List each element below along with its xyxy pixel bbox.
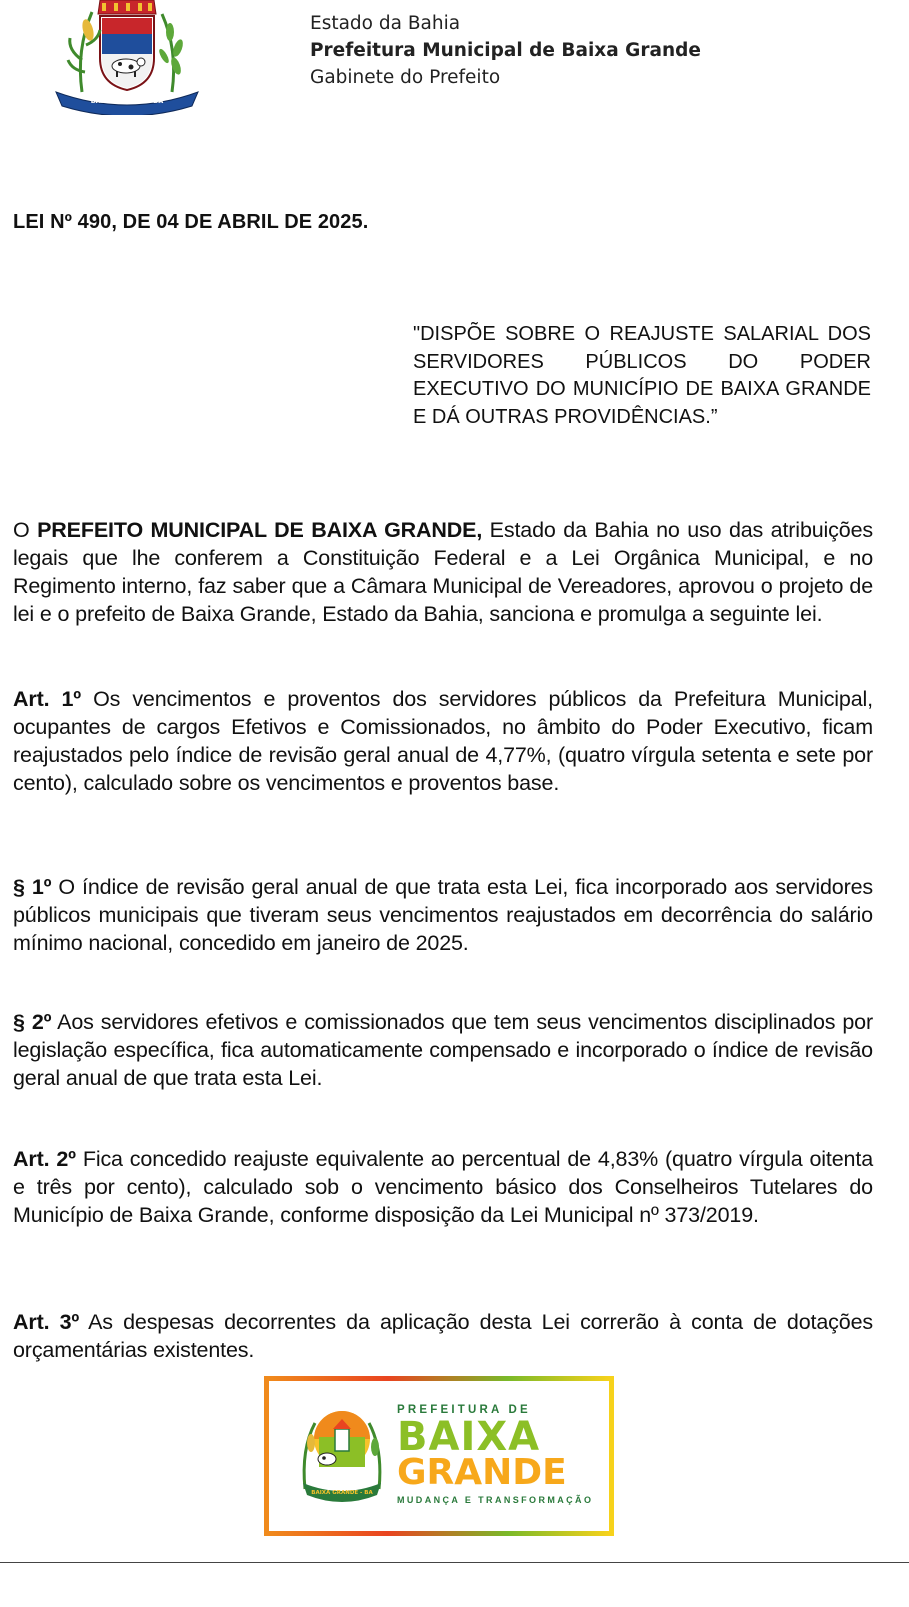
article-2-label: Art. 2º	[13, 1147, 76, 1171]
law-title: LEI Nº 490, DE 04 DE ABRIL DE 2025.	[13, 211, 369, 233]
article-1	[13, 685, 873, 797]
logo-line-baixa: BAIXA	[397, 1414, 541, 1460]
logo-wordmark	[397, 1403, 607, 1505]
coat-ribbon-text: BAIXA GRANDE - BA	[90, 97, 164, 105]
article-2	[13, 1145, 873, 1229]
article-3	[13, 1308, 873, 1364]
logo-line-grande: GRANDE	[397, 1452, 567, 1493]
coat-of-arms-icon	[52, 0, 202, 115]
logo-ribbon-text: BAIXA GRANDE - BA	[311, 1490, 373, 1496]
paragraph-2-text: Aos servidores efetivos e comissionados que tem seus vencimentos disciplinados por legislação específica, fica automaticamente compensado e incorporado o índice de revisão geral anual de que trata esta Lei.	[13, 1010, 873, 1090]
logo-line-prefeitura: PREFEITURA DE	[397, 1404, 531, 1416]
prefecture-name: Prefeitura Municipal de Baixa Grande	[310, 40, 701, 61]
paragraph-1-text: O índice de revisão geral anual de que trata esta Lei, fica incorporado aos servidores públicos municipais que tiveram seus vencimentos reajustados em decorrência do salário mínimo nacional, concedido em janeiro de 2025.	[13, 875, 873, 955]
article-3-label: Art. 3º	[13, 1310, 80, 1334]
article-2-text: Fica concedido reajuste equivalente ao percentual de 4,83% (quatro vírgula oitenta e três por cento), calculado sob o vencimento básico dos Conselheiros Tutelares do Município de Baixa Grande, conforme disposição da Lei Municipal nº 373/2019.	[13, 1147, 873, 1227]
state-name: Estado da Bahia	[310, 13, 461, 34]
prefecture-logo	[264, 1376, 614, 1536]
article-3-text: As despesas decorrentes da aplicação desta Lei correrão à conta de dotações orçamentárias existentes.	[13, 1310, 873, 1362]
preamble-text: Estado da Bahia no uso das atribuições legais que lhe conferem a Constituição Federal e a Lei Orgânica Municipal, e no Regimento interno, faz saber que a Câmara Municipal de Vereadores, aprovou o projeto de lei e o prefeito de Baixa Grande, Estado da Bahia, sanciona e promulga a seguinte lei.	[13, 518, 873, 626]
logo-tagline: MUDANÇA E TRANSFORMAÇÃO	[397, 1495, 594, 1505]
paragraph-1	[13, 873, 873, 957]
article-1-label: Art. 1º	[13, 687, 82, 711]
paragraph-1-label: § 1º	[13, 875, 52, 899]
paragraph-2	[13, 1008, 873, 1092]
ementa: "DISPÕE SOBRE O REAJUSTE SALARIAL DOS SERVIDORES PÚBLICOS DO PODER EXECUTIVO DO MUNICÍPIO DE BAIXA GRANDE E DÁ OUTRAS PROVIDÊNCIAS.”	[413, 323, 871, 428]
footer-divider	[0, 1562, 909, 1563]
paragraph-2-label: § 2º	[13, 1010, 52, 1034]
letterhead	[310, 10, 701, 91]
article-1-text: Os vencimentos e proventos dos servidores públicos da Prefeitura Municipal, ocupantes de cargos Efetivos e Comissionados, no âmbito do Poder Executivo, ficam reajustados pelo índice de revisão geral anual de 4,77%, (quatro vírgula setenta e sete por cento), calculado sobre os vencimentos e proventos base.	[13, 687, 873, 795]
logo-emblem-icon	[297, 1399, 387, 1511]
office-name: Gabinete do Prefeito	[310, 67, 501, 88]
preamble-lead: O	[13, 518, 38, 542]
preamble-paragraph	[13, 516, 873, 628]
preamble-authority: PREFEITO MUNICIPAL DE BAIXA GRANDE,	[37, 518, 483, 542]
